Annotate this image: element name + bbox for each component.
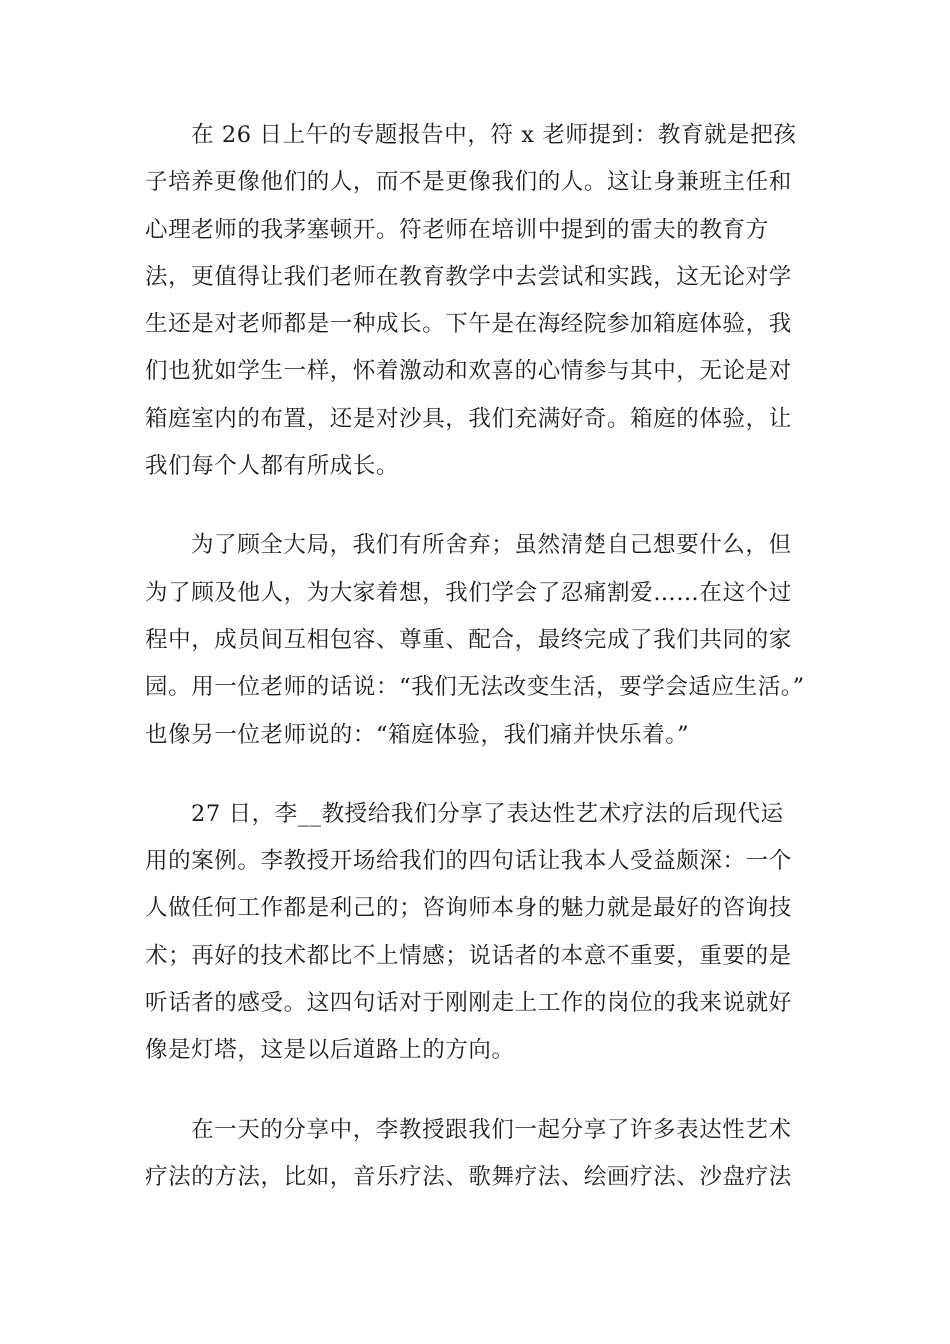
paragraph-line: 法，更值得让我们老师在教育教学中去尝试和实践，这无论对学	[145, 263, 792, 290]
paragraph-line: 在 26 日上午的专题报告中，符 x 老师提到：教育就是把孩	[191, 122, 797, 148]
paragraph-line: 人做任何工作都是利己的；咨询师本身的魅力就是最好的咨询技	[145, 895, 792, 922]
paragraph-line: 27 日，李__教授给我们分享了表达性艺术疗法的后现代运	[191, 800, 784, 827]
paragraph-line: 像是灯塔，这是以后道路上的方向。	[145, 1037, 515, 1064]
paragraph-line: 心理老师的我茅塞顿开。符老师在培训中提到的雷夫的教育方	[145, 216, 769, 243]
paragraph-line: 们也犹如学生一样，怀着激动和欢喜的心情参与其中，无论是对	[145, 358, 792, 385]
paragraph-line: 术；再好的技术都比不上情感；说话者的本意不重要，重要的是	[145, 942, 792, 969]
paragraph-line: 用的案例。李教授开场给我们的四句话让我本人受益颇深：一个	[145, 848, 792, 875]
paragraph-line: 为了顾全大局，我们有所舍弃；虽然清楚自己想要什么，但	[191, 532, 792, 559]
paragraph-line: 程中，成员间互相包容、尊重、配合，最终完成了我们共同的家	[145, 626, 792, 653]
paragraph-2	[145, 522, 807, 758]
paragraph-line: 疗法的方法，比如，音乐疗法、歌舞疗法、绘画疗法、沙盘疗法	[145, 1163, 792, 1190]
paragraph-line: 园。用一位老师的话说：“我们无法改变生活，要学会适应生活。”	[145, 674, 805, 701]
paragraph-line: 听话者的感受。这四句话对于刚刚走上工作的岗位的我来说就好	[145, 990, 792, 1017]
paragraph-1	[145, 112, 807, 490]
paragraph-line: 也像另一位老师说的：“箱庭体验，我们痛并快乐着。”	[145, 721, 690, 748]
paragraph-line: 在一天的分享中，李教授跟我们一起分享了许多表达性艺术	[191, 1116, 792, 1143]
paragraph-line: 箱庭室内的布置，还是对沙具，我们充满好奇。箱庭的体验，让	[145, 405, 792, 432]
paragraph-line: 子培养更像他们的人，而不是更像我们的人。这让身兼班主任和	[145, 169, 792, 196]
paragraph-line: 生还是对老师都是一种成长。下午是在海经院参加箱庭体验，我	[145, 311, 792, 338]
document-body	[145, 112, 807, 1233]
paragraph-4	[145, 1107, 807, 1202]
paragraph-line: 我们每个人都有所成长。	[145, 453, 400, 480]
paragraph-line: 为了顾及他人，为大家着想，我们学会了忍痛割爱……在这个过	[145, 579, 792, 606]
paragraph-3	[145, 791, 807, 1075]
